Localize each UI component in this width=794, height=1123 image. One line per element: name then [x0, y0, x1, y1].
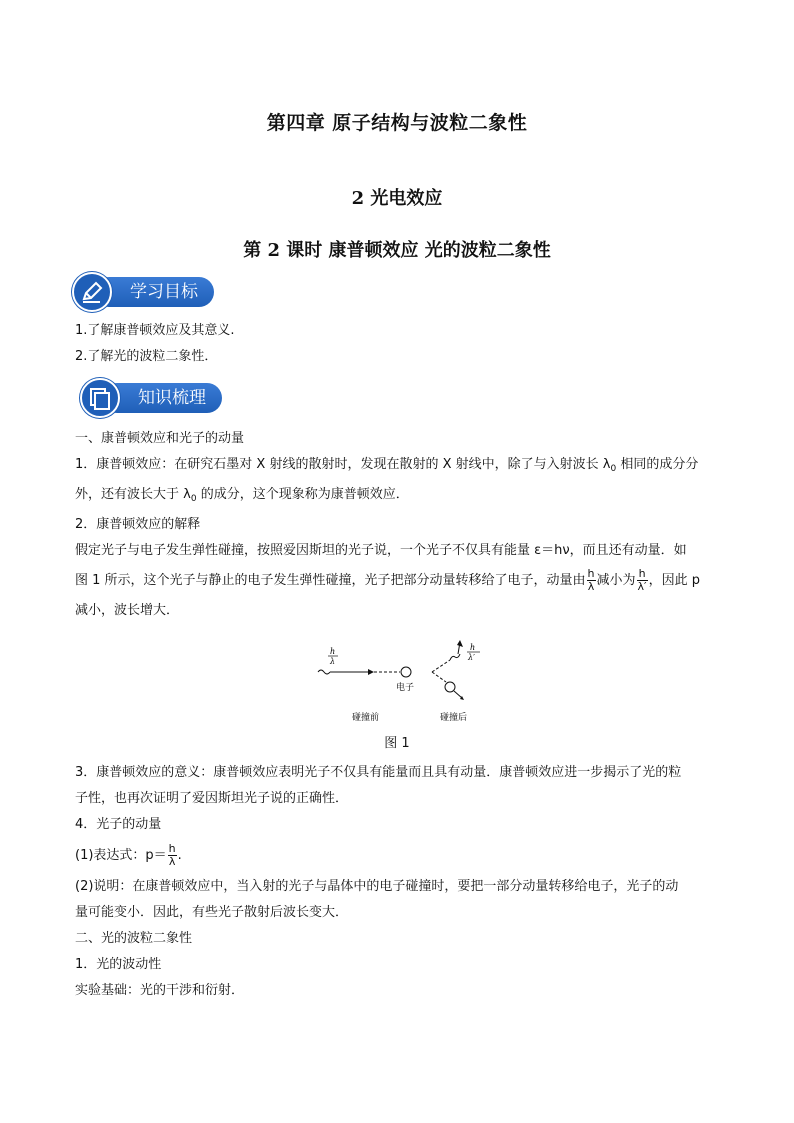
- item4-note-line1: (2)说明：在康普顿效应中，当入射的光子与晶体中的电子碰撞时，要把一部分动量转移给电子，光子的动: [75, 879, 679, 894]
- knowledge-banner-label: 知识梳理: [102, 383, 222, 413]
- objectives-banner: [72, 272, 222, 312]
- item4-expression: (1)表达式：p＝ $\frac{h}{\lambda}$ .: [75, 842, 182, 868]
- after-label: 碰撞后: [440, 713, 468, 723]
- part1-heading: 一、康普顿效应和光子的动量: [75, 431, 245, 446]
- figure-caption: 图 1: [384, 736, 410, 751]
- section-title: 2 光电效应: [351, 188, 443, 209]
- scattered-momentum-num: h: [470, 643, 476, 652]
- objective-item: 2.了解光的波粒二象性．: [75, 349, 218, 364]
- fraction-h-over-lambda: $\frac{h}{\lambda}$: [168, 842, 176, 868]
- objectives-banner-label: 学习目标: [94, 277, 214, 307]
- item3-line1: 3．康普顿效应的意义：康普顿效应表明光子不仅具有能量而且具有动量．康普顿效应进一步揭示了光的粒: [75, 765, 682, 780]
- part1: [75, 426, 725, 624]
- chapter-title: 第四章 原子结构与波粒二象性: [266, 112, 528, 134]
- item1: 1．康普顿效应：在研究石墨对 X 射线的散射时，发现在散射的 X 射线中，除了与入射波长 $\lambda_0$ 相同的成分分: [75, 457, 699, 474]
- item4-note-line2: 量可能变小．因此，有些光子散射后波长变大．: [75, 905, 349, 920]
- item2-heading: 2．康普顿效应的解释: [75, 517, 201, 532]
- scattered-momentum-den: λ′: [468, 653, 475, 662]
- incoming-momentum-den: λ: [330, 657, 336, 666]
- compton-figure: [300, 630, 500, 730]
- knowledge-banner: [80, 378, 220, 418]
- fraction-h-over-lambda-prime: $\frac{h}{\lambda'}$: [637, 567, 647, 593]
- documents-icon: [80, 378, 120, 418]
- item4-heading: 4．光子的动量: [75, 817, 162, 832]
- item3-line2: 子性，也再次证明了爱因斯坦光子说的正确性．: [75, 791, 349, 806]
- part2-heading: 二、光的波粒二象性: [75, 931, 193, 946]
- electron-label: 电子: [396, 683, 415, 693]
- item2-line2: 图 1 所示，这个光子与静止的电子发生弹性碰撞，光子把部分动量转移给了电子，动量由 $\frac{h}{\lambda}$ 减小为 $\frac{h}{\lambda'}$ ，因此 p: [75, 567, 700, 593]
- item2-line3: 减小，波长增大．: [75, 603, 180, 618]
- lesson-title: 第 2 课时 康普顿效应 光的波粒二象性: [243, 240, 551, 261]
- fraction-h-over-lambda: $\frac{h}{\lambda}$: [587, 567, 595, 593]
- objective-item: 1.了解康普顿效应及其意义.: [75, 323, 235, 338]
- before-label: 碰撞前: [352, 713, 380, 723]
- incoming-momentum-num: h: [330, 647, 336, 656]
- part1-continued: [75, 760, 725, 1004]
- part2-item1-heading: 1．光的波动性: [75, 957, 162, 972]
- objectives-list: [75, 318, 725, 370]
- item2-line1: 假定光子与电子发生弹性碰撞，按照爱因斯坦的光子说，一个光子不仅具有能量 ε＝hν，而且还有动量．如: [75, 543, 687, 558]
- part2-item1-basis: 实验基础：光的干涉和衍射．: [75, 983, 245, 998]
- pencil-icon: [72, 272, 112, 312]
- item1-cont: 外，还有波长大于 $\lambda_0$ 的成分，这个现象称为康普顿效应．: [75, 487, 409, 504]
